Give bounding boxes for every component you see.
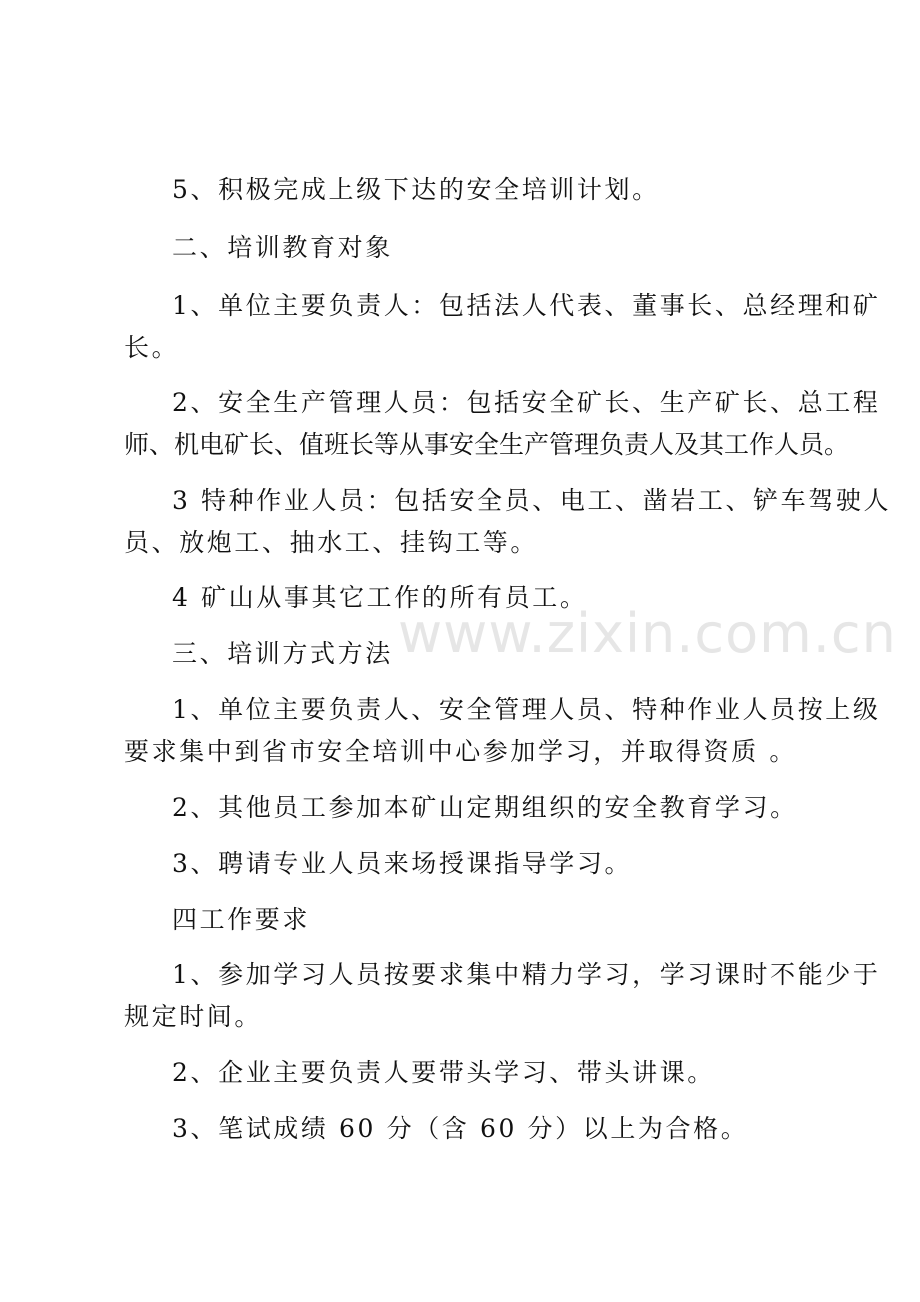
- section-heading: 二、培训教育对象: [172, 233, 393, 262]
- paragraph-line: 5、积极完成上级下达的安全培训计划。: [172, 175, 660, 204]
- paragraph-line: 3、笔试成绩 60 分（含 60 分）以上为合格。: [172, 1114, 749, 1143]
- paragraph-line: 1、单位主要负责人：包括法人代表、董事长、总经理和矿: [172, 291, 881, 320]
- paragraph-line: 2、其他员工参加本矿山定期组织的安全教育学习。: [172, 793, 798, 822]
- paragraph-line: 员、放炮工、抽水工、挂钩工等。: [124, 528, 539, 557]
- paragraph-line: 师、机电矿长、值班长等从事安全生产管理负责人及其工作人员。: [124, 430, 850, 459]
- paragraph-line: 3 特种作业人员：包括安全员、电工、凿岩工、铲车驾驶人: [172, 486, 892, 515]
- paragraph-line: 2、企业主要负责人要带头学习、带头讲课。: [172, 1058, 715, 1087]
- paragraph-line: 长。: [124, 333, 180, 362]
- paragraph-line: 1、参加学习人员按要求集中精力学习，学习课时不能少于: [172, 960, 881, 989]
- paragraph-line: 规定时间。: [124, 1002, 263, 1031]
- paragraph-line: 4 矿山从事其它工作的所有员工。: [172, 583, 588, 612]
- paragraph-line: 1、单位主要负责人、安全管理人员、特种作业人员按上级: [172, 695, 881, 724]
- paragraph-line: 要求集中到省市安全培训中心参加学习，并取得资质 。: [124, 737, 797, 766]
- section-heading: 四工作要求: [172, 905, 311, 934]
- section-heading: 三、培训方式方法: [172, 639, 393, 668]
- paragraph-line: 2、安全生产管理人员：包括安全矿长、生产矿长、总工程: [172, 388, 881, 417]
- watermark: www.zixin.com.cn: [398, 602, 897, 665]
- paragraph-line: 3、聘请专业人员来场授课指导学习。: [172, 849, 633, 878]
